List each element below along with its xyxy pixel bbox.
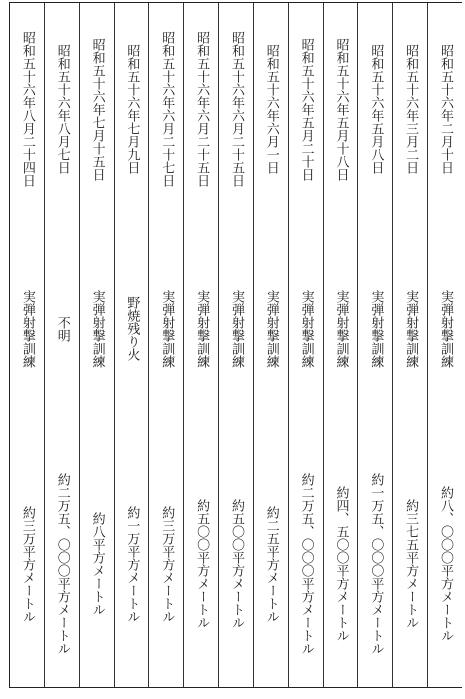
record-cause: 野焼残り火 <box>124 296 140 361</box>
record-area: 約五〇〇平方メートル <box>228 499 244 629</box>
record-area: 約二万五、〇〇〇平方メートル <box>298 473 314 655</box>
record-cause: 実弾射撃訓練 <box>263 289 279 368</box>
record-column <box>115 3 150 687</box>
record-cause: 実弾射撃訓練 <box>403 289 419 368</box>
record-date: 昭和五十六年五月十八日 <box>333 37 349 181</box>
record-column <box>358 3 393 687</box>
record-area: 約三万平方メートル <box>19 505 35 623</box>
record-column <box>393 3 428 687</box>
record-cause: 実弾射撃訓練 <box>298 289 314 368</box>
record-date: 昭和五十六年三月二日 <box>403 44 419 174</box>
record-column <box>80 3 115 687</box>
record-area: 約五〇〇平方メートル <box>194 499 210 629</box>
record-area: 約四、五〇〇平方メートル <box>333 486 349 642</box>
record-column <box>10 3 45 687</box>
record-cause: 実弾射撃訓練 <box>438 289 453 368</box>
record-area: 約八、〇〇〇平方メートル <box>438 486 453 642</box>
record-area: 約二五平方メートル <box>263 505 279 623</box>
record-date: 昭和五十六年六月二十五日 <box>228 31 244 187</box>
record-area: 約三万平方メートル <box>159 505 175 623</box>
record-date: 昭和五十六年七月九日 <box>124 44 140 174</box>
record-column <box>219 3 254 687</box>
record-cause: 実弾射撃訓練 <box>159 289 175 368</box>
record-area: 約一万五、〇〇〇平方メートル <box>368 473 384 655</box>
record-area: 約八平方メートル <box>89 512 105 616</box>
record-date: 昭和五十六年六月一日 <box>263 44 279 174</box>
record-date: 昭和五十六年五月八日 <box>368 44 384 174</box>
record-date: 昭和五十六年六月二十五日 <box>194 31 210 187</box>
record-cause: 実弾射撃訓練 <box>228 289 244 368</box>
record-cause: 実弾射撃訓練 <box>89 289 105 368</box>
record-column <box>184 3 219 687</box>
record-cause: 不明 <box>54 315 70 342</box>
record-area: 約二万五、〇〇〇平方メートル <box>54 473 70 655</box>
record-area: 約三七五平方メートル <box>403 499 419 629</box>
record-column <box>254 3 289 687</box>
record-cause: 実弾射撃訓練 <box>194 289 210 368</box>
record-area: 約一万平方メートル <box>124 505 140 623</box>
record-date: 昭和五十六年五月二十日 <box>298 37 314 181</box>
record-cause: 実弾射撃訓練 <box>368 289 384 368</box>
record-column <box>428 3 462 687</box>
fire-records-table <box>9 2 462 688</box>
record-date: 昭和五十六年八月二十四日 <box>19 31 35 187</box>
record-column <box>45 3 80 687</box>
record-date: 昭和五十六年八月七日 <box>54 44 70 174</box>
record-column <box>289 3 324 687</box>
record-date: 昭和五十六年六月二十七日 <box>159 31 175 187</box>
record-column <box>149 3 184 687</box>
record-column <box>324 3 359 687</box>
record-cause: 実弾射撃訓練 <box>333 289 349 368</box>
record-date: 昭和五十六年二月十日 <box>438 44 453 174</box>
record-date: 昭和五十六年七月十五日 <box>89 37 105 181</box>
record-cause: 実弾射撃訓練 <box>19 289 35 368</box>
